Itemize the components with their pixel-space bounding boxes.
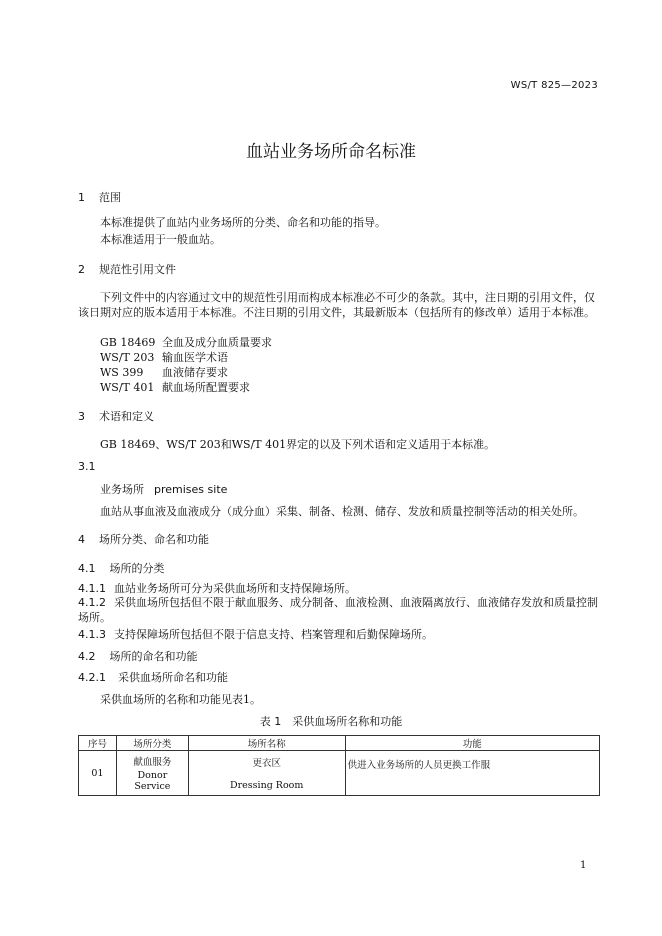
subsection-heading — [78, 560, 165, 576]
paragraph: 下列文件中的内容通过文中的规范性引用而构成本标准必不可少的条款。其中，注日期的引用文件，仅该日期对应的版本适用于本标准。不注日期的引用文件，其最新版本（包括所有的修改单）适用于本标准。 — [78, 291, 595, 319]
document-title: 血站业务场所命名标准 — [246, 142, 416, 162]
section-number: 2 — [78, 263, 85, 276]
standard-number: WS/T 825—2023 — [510, 80, 598, 91]
clause-4-1-3 — [78, 626, 433, 642]
reference-name: 全血及成分血质量要求 — [162, 336, 272, 349]
name-en: Dressing Room — [230, 780, 304, 791]
reference-item — [100, 364, 228, 380]
subsection-title: 场所的命名和功能 — [109, 650, 198, 663]
subsubsection-number: 4.2.1 — [78, 671, 106, 684]
header-function: 功能 — [345, 736, 599, 751]
table-row — [79, 751, 600, 796]
header-no: 序号 — [79, 736, 117, 751]
paragraph: 本标准适用于一般血站。 — [100, 233, 221, 246]
section-2-heading — [78, 261, 176, 277]
header-category: 场所分类 — [116, 736, 188, 751]
table-caption: 表 1 采供血场所名称和功能 — [259, 715, 403, 728]
paragraph: 本标准提供了血站内业务场所的分类、命名和功能的指导。 — [100, 216, 386, 229]
category-zh: 献血服务 — [133, 757, 172, 768]
category-en: Donor Service — [134, 770, 171, 792]
section-number: 4 — [78, 533, 85, 546]
name-zh: 更衣区 — [252, 758, 281, 769]
table-1 — [78, 735, 600, 796]
reference-code: WS 399 — [100, 366, 144, 379]
clause-4-1-1 — [78, 580, 356, 596]
subsubsection-heading — [78, 669, 228, 685]
clause-4-1-2 — [78, 595, 600, 625]
section-title: 规范性引用文件 — [99, 263, 176, 276]
clause-text: 血站业务场所可分为采供血场所和支持保障场所。 — [114, 582, 356, 595]
clause-number: 4.1.1 — [78, 582, 106, 595]
clause-number: 4.1.3 — [78, 628, 106, 641]
term-entry — [100, 481, 227, 497]
row-no: 01 — [79, 751, 117, 796]
subsection-number: 4.1 — [78, 562, 96, 575]
section-number: 3 — [78, 410, 85, 423]
row-function: 供进入业务场所的人员更换工作服 — [345, 751, 599, 796]
reference-code: WS/T 401 — [100, 381, 155, 394]
row-category — [116, 751, 188, 796]
reference-name: 输血医学术语 — [162, 351, 228, 364]
row-name — [188, 751, 345, 796]
header-name: 场所名称 — [188, 736, 345, 751]
reference-code: GB 18469 — [100, 336, 156, 349]
reference-name: 献血场所配置要求 — [162, 381, 250, 394]
page-number: 1 — [580, 860, 587, 871]
paragraph: 采供血场所的名称和功能见表1。 — [100, 693, 261, 706]
section-4-heading — [78, 531, 209, 547]
section-title: 场所分类、命名和功能 — [99, 533, 209, 546]
reference-item — [100, 334, 272, 350]
term-definition: 血站从事血液及血液成分（成分血）采集、制备、检测、储存、发放和质量控制等活动的相关处所。 — [100, 505, 584, 518]
subsection-heading — [78, 648, 198, 664]
subsection-number: 4.2 — [78, 650, 96, 663]
subsection-title: 场所的分类 — [109, 562, 165, 575]
table-header-row — [79, 736, 600, 751]
clause-text: 支持保障场所包括但不限于信息支持、档案管理和后勤保障场所。 — [114, 628, 433, 641]
section-1-heading — [78, 189, 121, 205]
subsubsection-title: 采供血场所命名和功能 — [118, 671, 228, 684]
reference-item — [100, 379, 250, 395]
paragraph: GB 18469、WS/T 203和WS/T 401界定的以及下列术语和定义适用于本标准。 — [100, 438, 496, 451]
term-en: premises site — [154, 483, 228, 496]
reference-item — [100, 349, 228, 365]
reference-code: WS/T 203 — [100, 351, 155, 364]
clause-number: 4.1.2 — [78, 596, 106, 609]
clause-number: 3.1 — [78, 460, 96, 473]
term-zh: 业务场所 — [100, 483, 144, 496]
section-title: 范围 — [99, 191, 121, 204]
clause-text: 采供血场所包括但不限于献血服务、成分制备、血液检测、血液隔离放行、血液储存发放和质量控制场所。 — [78, 596, 598, 624]
reference-name: 血液储存要求 — [162, 366, 228, 379]
section-number: 1 — [78, 191, 85, 204]
section-title: 术语和定义 — [99, 410, 154, 423]
section-3-heading — [78, 408, 154, 424]
